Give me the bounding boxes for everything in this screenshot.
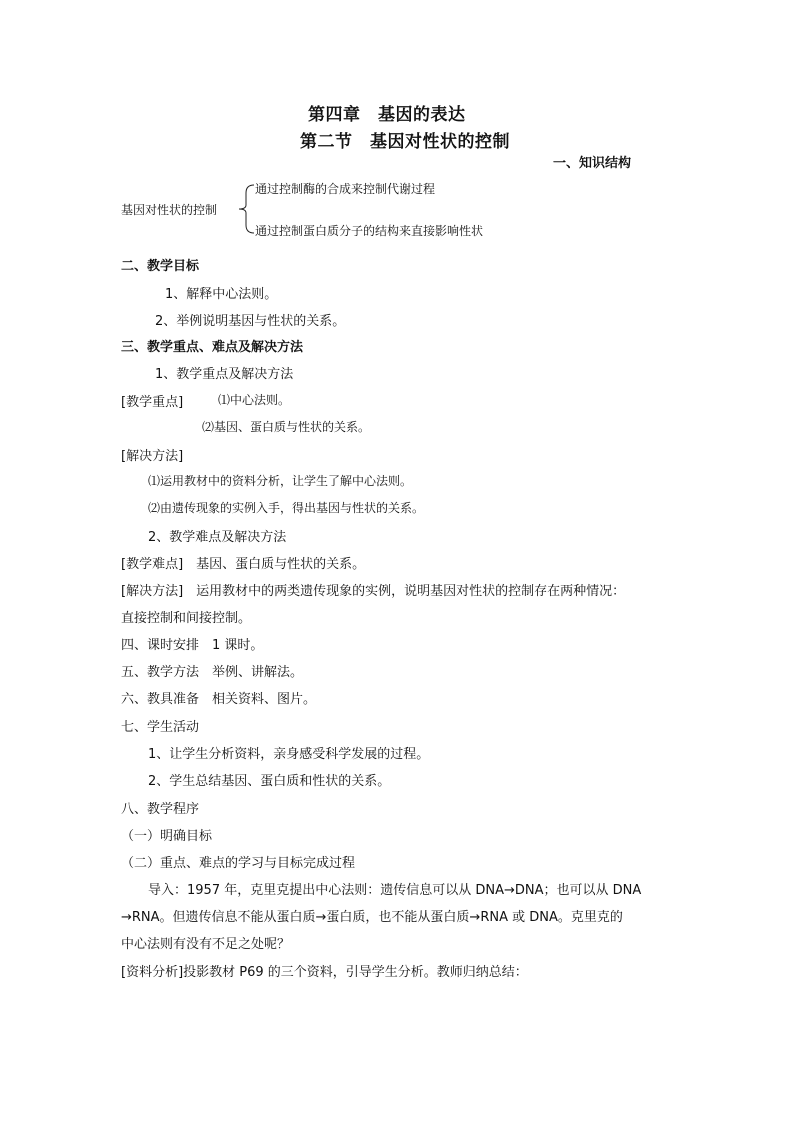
method-item-1: ⑴运用教材中的资料分析，让学生了解中心法则。	[148, 474, 413, 488]
intro-line-2: →RNA。但遗传信息不能从蛋白质→蛋白质，也不能从蛋白质→RNA 或 DNA。克里克的	[121, 910, 623, 925]
schedule-line: 四、课时安排 1 课时。	[121, 638, 264, 653]
brace-icon	[236, 183, 256, 235]
chapter-title: 第四章 基因的表达	[308, 105, 466, 125]
intro-line-3: 中心法则有没有不足之处呢？	[121, 937, 291, 952]
keypoints-sub-1: 1、教学重点及解决方法	[155, 367, 294, 382]
key-item-1: ⑴中心法则。	[218, 393, 291, 407]
knowledge-heading: 一、知识结构	[553, 156, 632, 171]
section-title: 第二节 基因对性状的控制	[300, 132, 510, 152]
goal-item-1: 1、解释中心法则。	[165, 287, 278, 302]
difficulty-line: [教学难点] 基因、蛋白质与性状的关系。	[121, 557, 366, 572]
keypoints-sub-2: 2、教学难点及解决方法	[148, 530, 287, 545]
method-line: 五、教学方法 举例、讲解法。	[121, 665, 304, 680]
keypoints-heading: 三、教学重点、难点及解决方法	[121, 340, 304, 355]
activity-item-2: 2、学生总结基因、蛋白质和性状的关系。	[148, 774, 391, 789]
analysis-line: [资料分析]投影教材 P69 的三个资料，引导学生分析。教师归纳总结：	[121, 965, 528, 980]
procedure-heading: 八、教学程序	[121, 802, 200, 817]
method-label: [解决方法]	[121, 449, 184, 464]
goals-heading: 二、教学目标	[121, 259, 200, 274]
procedure-step-1: （一）明确目标	[121, 829, 213, 844]
tools-line: 六、教具准备 相关资料、图片。	[121, 692, 317, 707]
difficulty-method-cont: 直接控制和间接控制。	[121, 611, 252, 626]
goal-item-2: 2、举例说明基因与性状的关系。	[155, 314, 346, 329]
knowledge-root: 基因对性状的控制	[121, 203, 218, 217]
intro-line-1: 导入：1957 年，克里克提出中心法则：遗传信息可以从 DNA→DNA；也可以从 DNA	[148, 883, 642, 898]
procedure-step-2: （二）重点、难点的学习与目标完成过程	[121, 856, 356, 871]
key-label: [教学重点]	[121, 395, 184, 410]
difficulty-method: [解决方法] 运用教材中的两类遗传现象的实例，说明基因对性状的控制存在两种情况：	[121, 584, 626, 599]
activity-item-1: 1、让学生分析资料，亲身感受科学发展的过程。	[148, 747, 430, 762]
method-item-2: ⑵由遗传现象的实例入手，得出基因与性状的关系。	[148, 501, 425, 515]
activities-heading: 七、学生活动	[121, 720, 200, 735]
knowledge-branch-1: 通过控制酶的合成来控制代谢过程	[255, 182, 436, 196]
knowledge-branch-2: 通过控制蛋白质分子的结构来直接影响性状	[255, 224, 484, 238]
key-item-2: ⑵基因、蛋白质与性状的关系。	[202, 420, 371, 434]
